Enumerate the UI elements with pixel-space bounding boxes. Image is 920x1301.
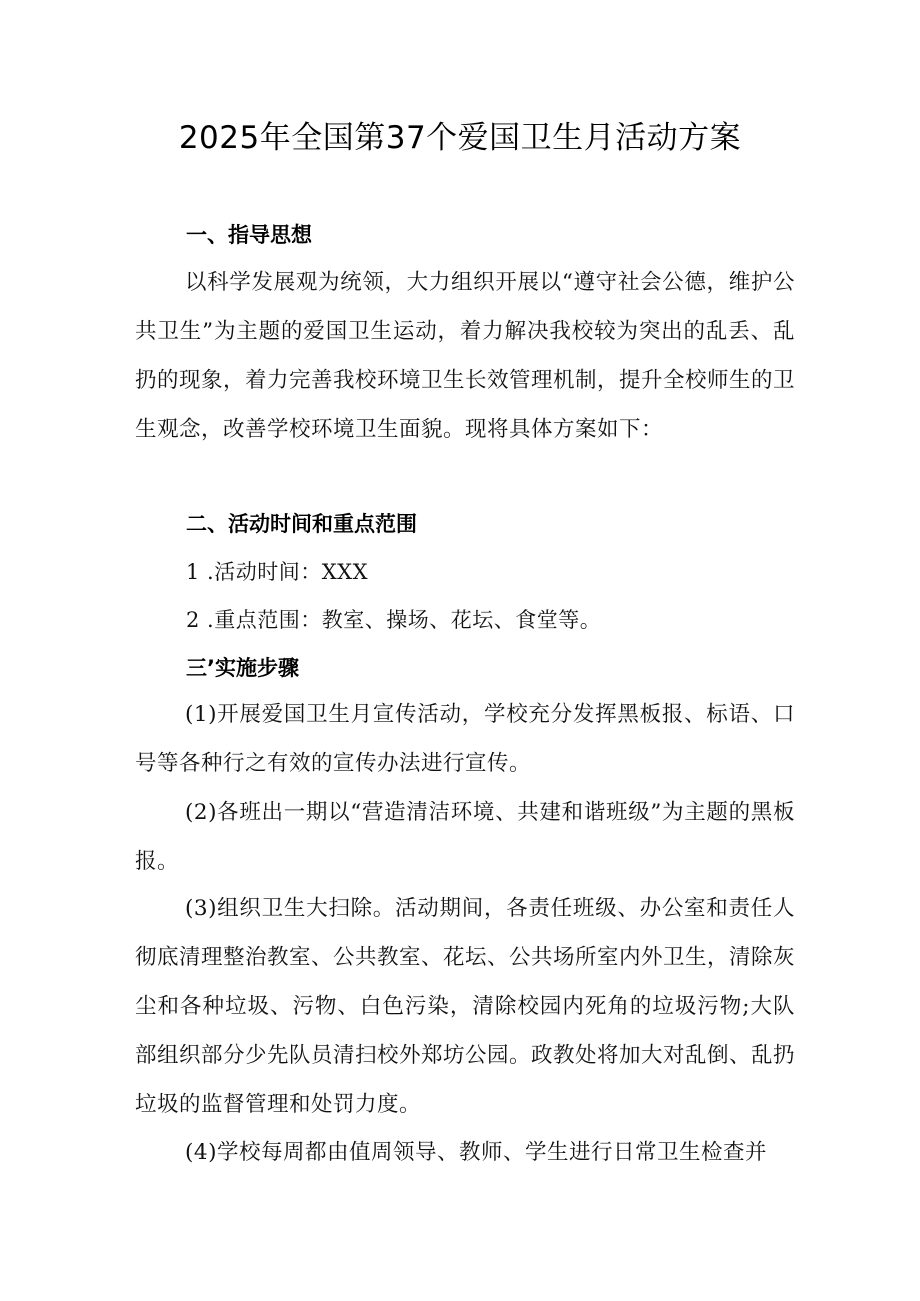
section-heading-implementation-steps: 三’实施步骤 [186, 656, 299, 680]
activity-time-item: 1 .活动时间：XXX [186, 560, 369, 584]
guiding-ideology-paragraph: 以科学发展观为统领，大力组织开展以“遵守社会公德，维护公共卫生”为主题的爱国卫生运动，着力解决我校较为突出的乱丢、乱扔的现象，着力完善我校环境卫生长效管理机制，提升全校师生的卫生观念，改善学校环境卫生面貌。现将具体方案如下： [135, 270, 796, 442]
section-heading-time-and-scope: 二、活动时间和重点范围 [186, 512, 417, 536]
step-paragraph-2: (2)各班出一期以“营造清洁环境、共建和谐班级”为主题的黑板报。 [135, 800, 795, 874]
step-paragraph-3: (3)组织卫生大扫除。活动期间，各责任班级、办公室和责任人彻底清理整治教室、公共教室、花坛、公共场所室内外卫生，清除灰尘和各种垃圾、污物、白色污染，清除校园内死角的垃圾污物;大队部组织部分少先队员清扫校外郑坊公园。政教处将加大对乱倒、乱扔垃圾的监督管理和处罚力度。 [135, 896, 796, 1117]
section-heading-guiding-ideology: 一、指导思想 [186, 223, 312, 247]
key-scope-item: 2 .重点范围：教室、操场、花坛、食堂等。 [186, 608, 602, 632]
step-paragraph-4: (4)学校每周都由值周领导、教师、学生进行日常卫生检查并 [185, 1140, 767, 1165]
step-paragraph-1: (1)开展爱国卫生月宣传活动，学校充分发挥黑板报、标语、口号等各种行之有效的宣传办法进行宣传。 [135, 702, 795, 776]
document-title: 2025年全国第37个爱国卫生月活动方案 [178, 120, 742, 156]
